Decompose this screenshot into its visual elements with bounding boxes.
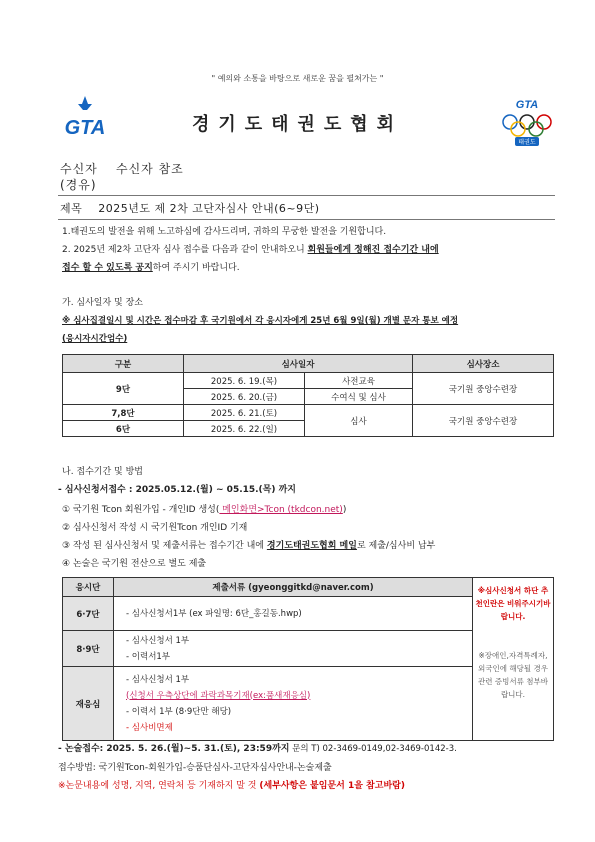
note-gray: ※장애인,자격특례자,외국인에 해당될 경우 관련 증빙서류 첨부바랍니다. (478, 651, 548, 699)
docs-header-docs: 제출서류 (gyeonggitkd@naver.com) (114, 578, 473, 597)
submission-period: - 심사신청서접수 : 2025.05.12.(월) ~ 05.15.(목) 까지 (58, 485, 297, 495)
step-text: 논술은 국기원 전산으로 별도 제출 (72, 559, 207, 569)
step-num: ① (62, 505, 71, 515)
event-cell: 사전교육 (305, 373, 413, 389)
schedule-header-grade: 구분 (63, 355, 184, 373)
doc-item: - 심사신청서 1부 (126, 674, 190, 685)
org-title: 경기도태권도협회 (191, 114, 404, 135)
warning-a: ※논문내용에 성명, 지역, 연락처 등 기재하지 말 것 (58, 781, 260, 791)
essay-line (58, 740, 548, 758)
subject-line (60, 200, 320, 216)
docs-cell (114, 667, 473, 741)
docs-note-cell (473, 578, 554, 741)
logo-right-text: GTA (515, 99, 539, 111)
grade-cell: 7,8단 (63, 405, 184, 421)
subject-value: 2025년도 제 2차 고단자심사 안내(6~9단) (98, 202, 320, 215)
step-num: ③ (62, 541, 71, 551)
essay-period: - 논술접수: 2025. 5. 26.(월)~5. 31.(토), 23:59까지 (58, 744, 290, 754)
p2-bold: 회원들에게 정해진 접수기간 내에 (307, 245, 439, 255)
docs-cell (114, 631, 473, 667)
via-label: (경유) (60, 178, 97, 192)
doc-item: - 심사신청서1부 (ex 파일명: 6단_홍길동.hwp) (126, 608, 302, 619)
grade-cell: 6·7단 (63, 597, 114, 631)
date-cell: 2025. 6. 21.(토) (184, 405, 305, 421)
essay-method: 접수방법: 국기원Tcon-회원가입-승품단심사-고단자심사안내-논술제출 (58, 763, 332, 773)
docs-cell (114, 597, 473, 631)
documents-table (62, 577, 554, 741)
recipient-label: 수신자 (60, 162, 98, 176)
essay-warning (58, 777, 548, 795)
grade-cell: 6단 (63, 421, 184, 437)
step-tail: ) (342, 505, 347, 515)
place-cell: 국기원 중앙수련장 (413, 405, 554, 437)
recipient-line (60, 160, 184, 177)
step-text: 작성 된 심사신청서 및 제출서류는 접수기간 내에 (72, 541, 267, 551)
place-cell: 국기원 중앙수련장 (413, 373, 554, 405)
step-1 (62, 502, 346, 515)
grade-cell: 8·9단 (63, 631, 114, 667)
p2-bold2: 접수 할 수 있도록 공지 (62, 263, 153, 273)
warning-b: (세부사항은 붙임문서 1을 참고바람) (259, 781, 405, 791)
email-emphasis: 경기도태권도협회 메일 (266, 541, 357, 551)
doc-item-exempt: - 심사비면제 (126, 722, 173, 733)
step-4 (62, 556, 206, 569)
schedule-table (62, 354, 554, 437)
step-tail: 로 제출/심사비 납부 (356, 541, 436, 551)
divider-top (58, 195, 555, 196)
logo-left-text: GTA (64, 117, 106, 139)
paragraph-2 (62, 241, 552, 277)
note-red: ※심사신청서 하단 추천인란은 비워주시기바랍니다. (475, 586, 551, 621)
date-cell: 2025. 6. 19.(목) (184, 373, 305, 389)
doc-item-note: (신청서 우측상단에 과락과목기재(ex:품새재응심) (126, 690, 311, 701)
doc-item: - 이력서 1부 (8·9단만 해당) (126, 706, 232, 717)
docs-header-grade: 응시단 (63, 578, 114, 597)
grade-cell: 재응심 (63, 667, 114, 741)
gta-logo-right (498, 96, 556, 148)
essay-contact: 문의 T) 02-3469-0149,02-3469-0142-3. (289, 744, 457, 754)
doc-item: - 심사신청서 1부 (126, 635, 190, 646)
divider-subject (58, 219, 555, 220)
grade-cell: 9단 (63, 373, 184, 405)
notice-line-1: ※ 심사집결일시 및 시간은 접수마감 후 국기원에서 각 응시자에게 25년 6월 9일(월) 개별 문자 통보 예정 (62, 316, 459, 326)
step-num: ② (62, 523, 71, 533)
step-text: 국기원 Tcon 회원가입 - 개인ID 생성( (72, 505, 220, 515)
motto: " 예의와 소통을 바탕으로 새로운 꿈을 펼쳐가는 " (211, 74, 384, 83)
step-text: 심사신청서 작성 시 국기원Tcon 개인ID 기재 (72, 523, 248, 533)
event-cell: 수여식 및 심사 (305, 389, 413, 405)
p2-end: 하여 주시기 바랍니다. (152, 263, 240, 273)
subject-label: 제목 (60, 202, 83, 215)
event-cell: 심사 (305, 405, 413, 437)
tcon-link[interactable]: 메인화면>Tcon (tkdcon.net) (219, 505, 343, 515)
schedule-header-place: 심사장소 (413, 355, 554, 373)
date-cell: 2025. 6. 22.(일) (184, 421, 305, 437)
schedule-header-date: 심사일자 (184, 355, 413, 373)
p2-start: 2. 2025년 제2차 고단자 심사 접수를 다음과 같이 안내하오니 (62, 245, 308, 255)
section-a-heading: 가. 심사일자 및 장소 (62, 298, 143, 308)
step-3 (62, 538, 435, 551)
logo-right-badge: 태권도 (518, 139, 536, 146)
recipient-value: 수신자 참조 (116, 162, 184, 176)
date-cell: 2025. 6. 20.(금) (184, 389, 305, 405)
step-2 (62, 520, 247, 533)
section-b-heading: 나. 접수기간 및 방법 (62, 467, 143, 477)
notice-line-2: (응시자시간엄수) (62, 334, 128, 344)
step-num: ④ (62, 559, 71, 569)
paragraph-1: 1.태권도의 발전을 위해 노고하심에 감사드리며, 귀하의 무궁한 발전을 기원합니다. (62, 227, 387, 237)
doc-item: - 이력서1부 (126, 651, 171, 662)
